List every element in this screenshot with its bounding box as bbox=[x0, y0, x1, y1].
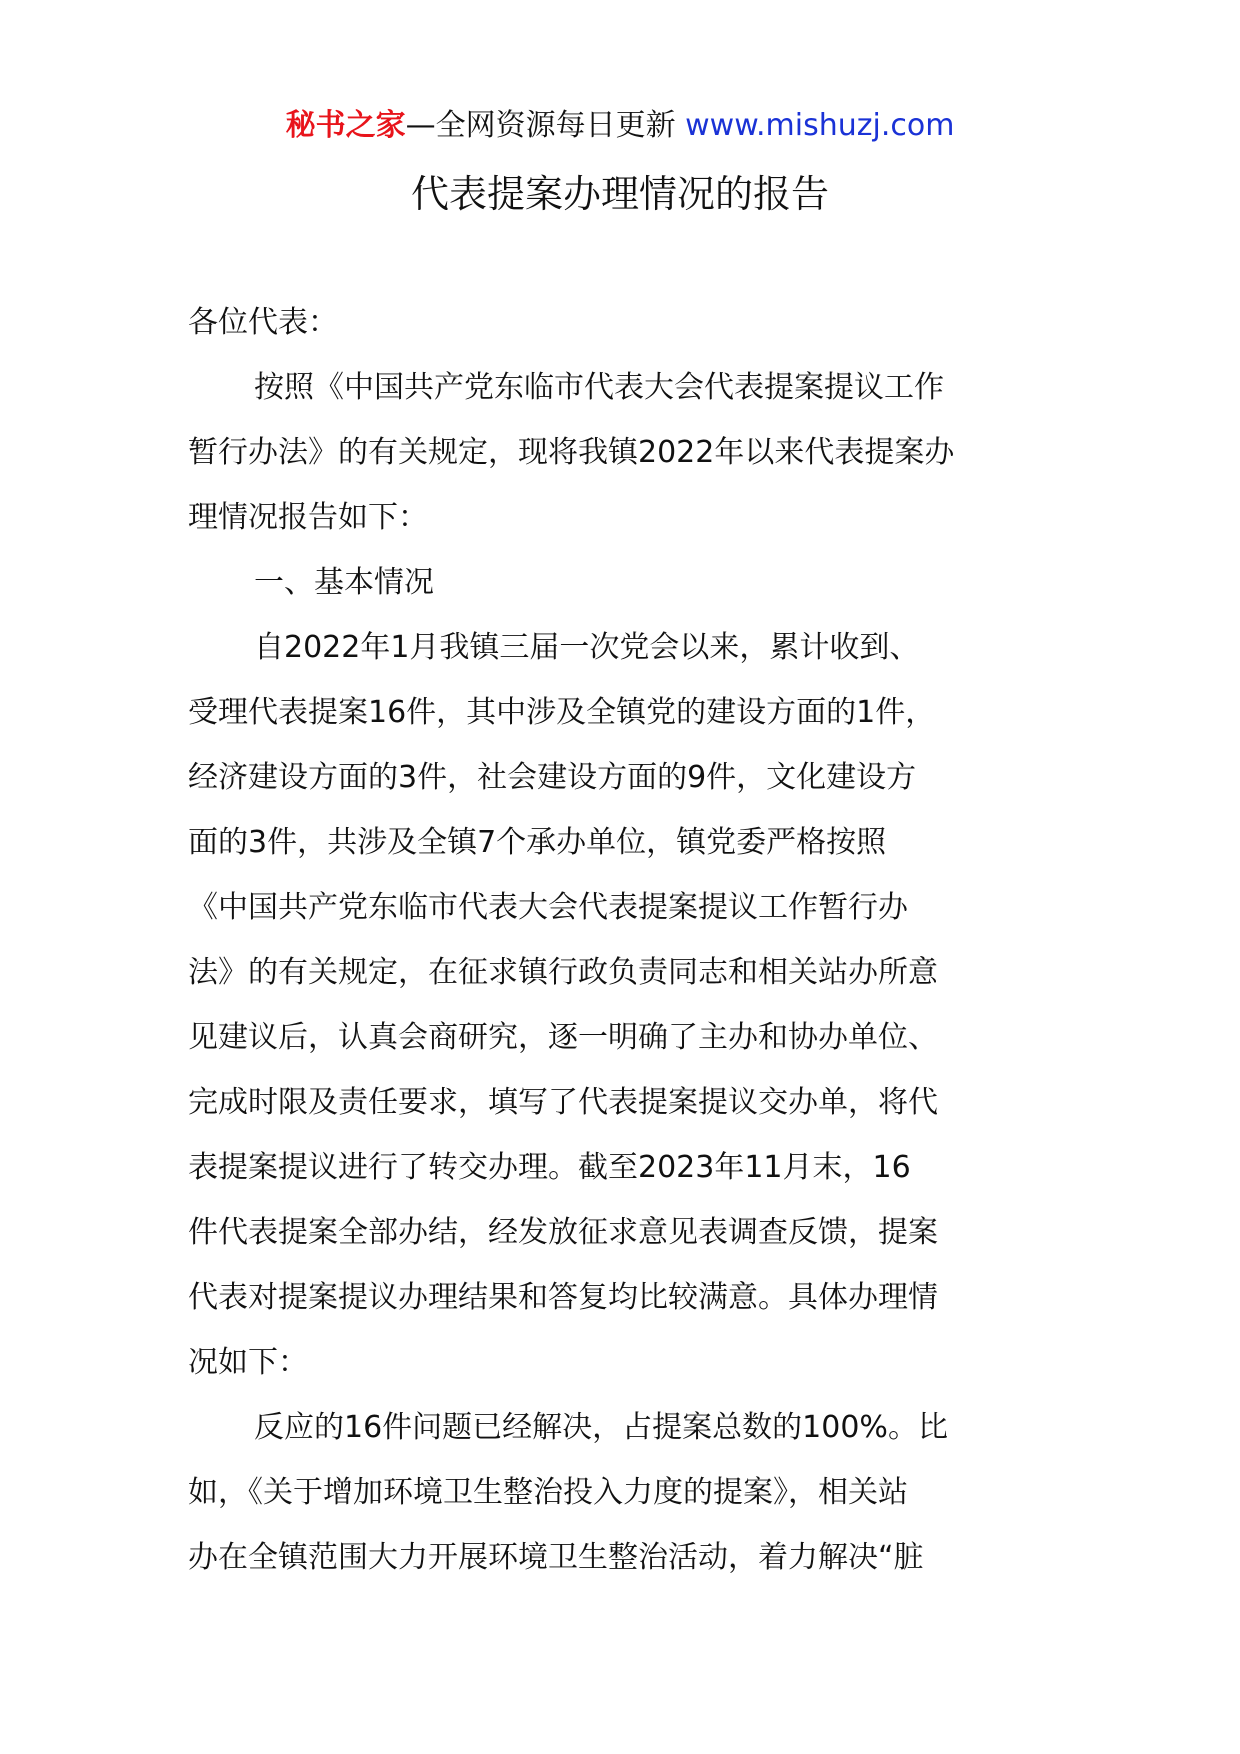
site-header bbox=[0, 104, 1240, 148]
document-title: 代表提案办理情况的报告 bbox=[410, 172, 829, 216]
body-line: 反应的16件问题已经解决，占提案总数的100%。比 bbox=[254, 1410, 948, 1445]
body-line: 暂行办法》的有关规定，现将我镇2022年以来代表提案办 bbox=[188, 435, 955, 470]
body-line: 况如下： bbox=[188, 1345, 308, 1380]
body-line: 按照《中国共产党东临市代表大会代表提案提议工作 bbox=[254, 370, 944, 405]
body-line: 理情况报告如下： bbox=[188, 500, 428, 535]
body-line: 表提案提议进行了转交办理。截至2023年11月末，16 bbox=[188, 1150, 911, 1185]
body-line: 《中国共产党东临市代表大会代表提案提议工作暂行办 bbox=[188, 890, 908, 925]
body-line: 受理代表提案16件，其中涉及全镇党的建设方面的1件， bbox=[188, 695, 936, 730]
body-line: 如，《关于增加环境卫生整治投入力度的提案》，相关站 bbox=[188, 1475, 908, 1510]
section-heading: 一、基本情况 bbox=[254, 565, 434, 600]
body-line: 件代表提案全部办结，经发放征求意见表调查反馈，提案 bbox=[188, 1215, 938, 1250]
brand-name: 秘书之家 bbox=[285, 108, 406, 143]
body-line: 自2022年1月我镇三届一次党会以来，累计收到、 bbox=[254, 630, 920, 665]
body-line: 法》的有关规定，在征求镇行政负责同志和相关站办所意 bbox=[188, 955, 938, 990]
body-line: 见建议后，认真会商研究，逐一明确了主办和协办单位、 bbox=[188, 1020, 938, 1055]
site-url: www.mishuzj.com bbox=[685, 108, 955, 143]
body-line: 经济建设方面的3件，社会建设方面的9件，文化建设方 bbox=[188, 760, 917, 795]
body-line: 办在全镇范围大力开展环境卫生整治活动，着力解决“脏 bbox=[188, 1540, 924, 1575]
body-line: 面的3件，共涉及全镇7个承办单位，镇党委严格按照 bbox=[188, 825, 887, 860]
document-body bbox=[188, 290, 1056, 1590]
salutation: 各位代表： bbox=[188, 305, 338, 340]
header-tagline: —全网资源每日更新 bbox=[405, 108, 676, 143]
body-line: 代表对提案提议办理结果和答复均比较满意。具体办理情 bbox=[188, 1280, 938, 1315]
body-line: 完成时限及责任要求，填写了代表提案提议交办单，将代 bbox=[188, 1085, 938, 1120]
